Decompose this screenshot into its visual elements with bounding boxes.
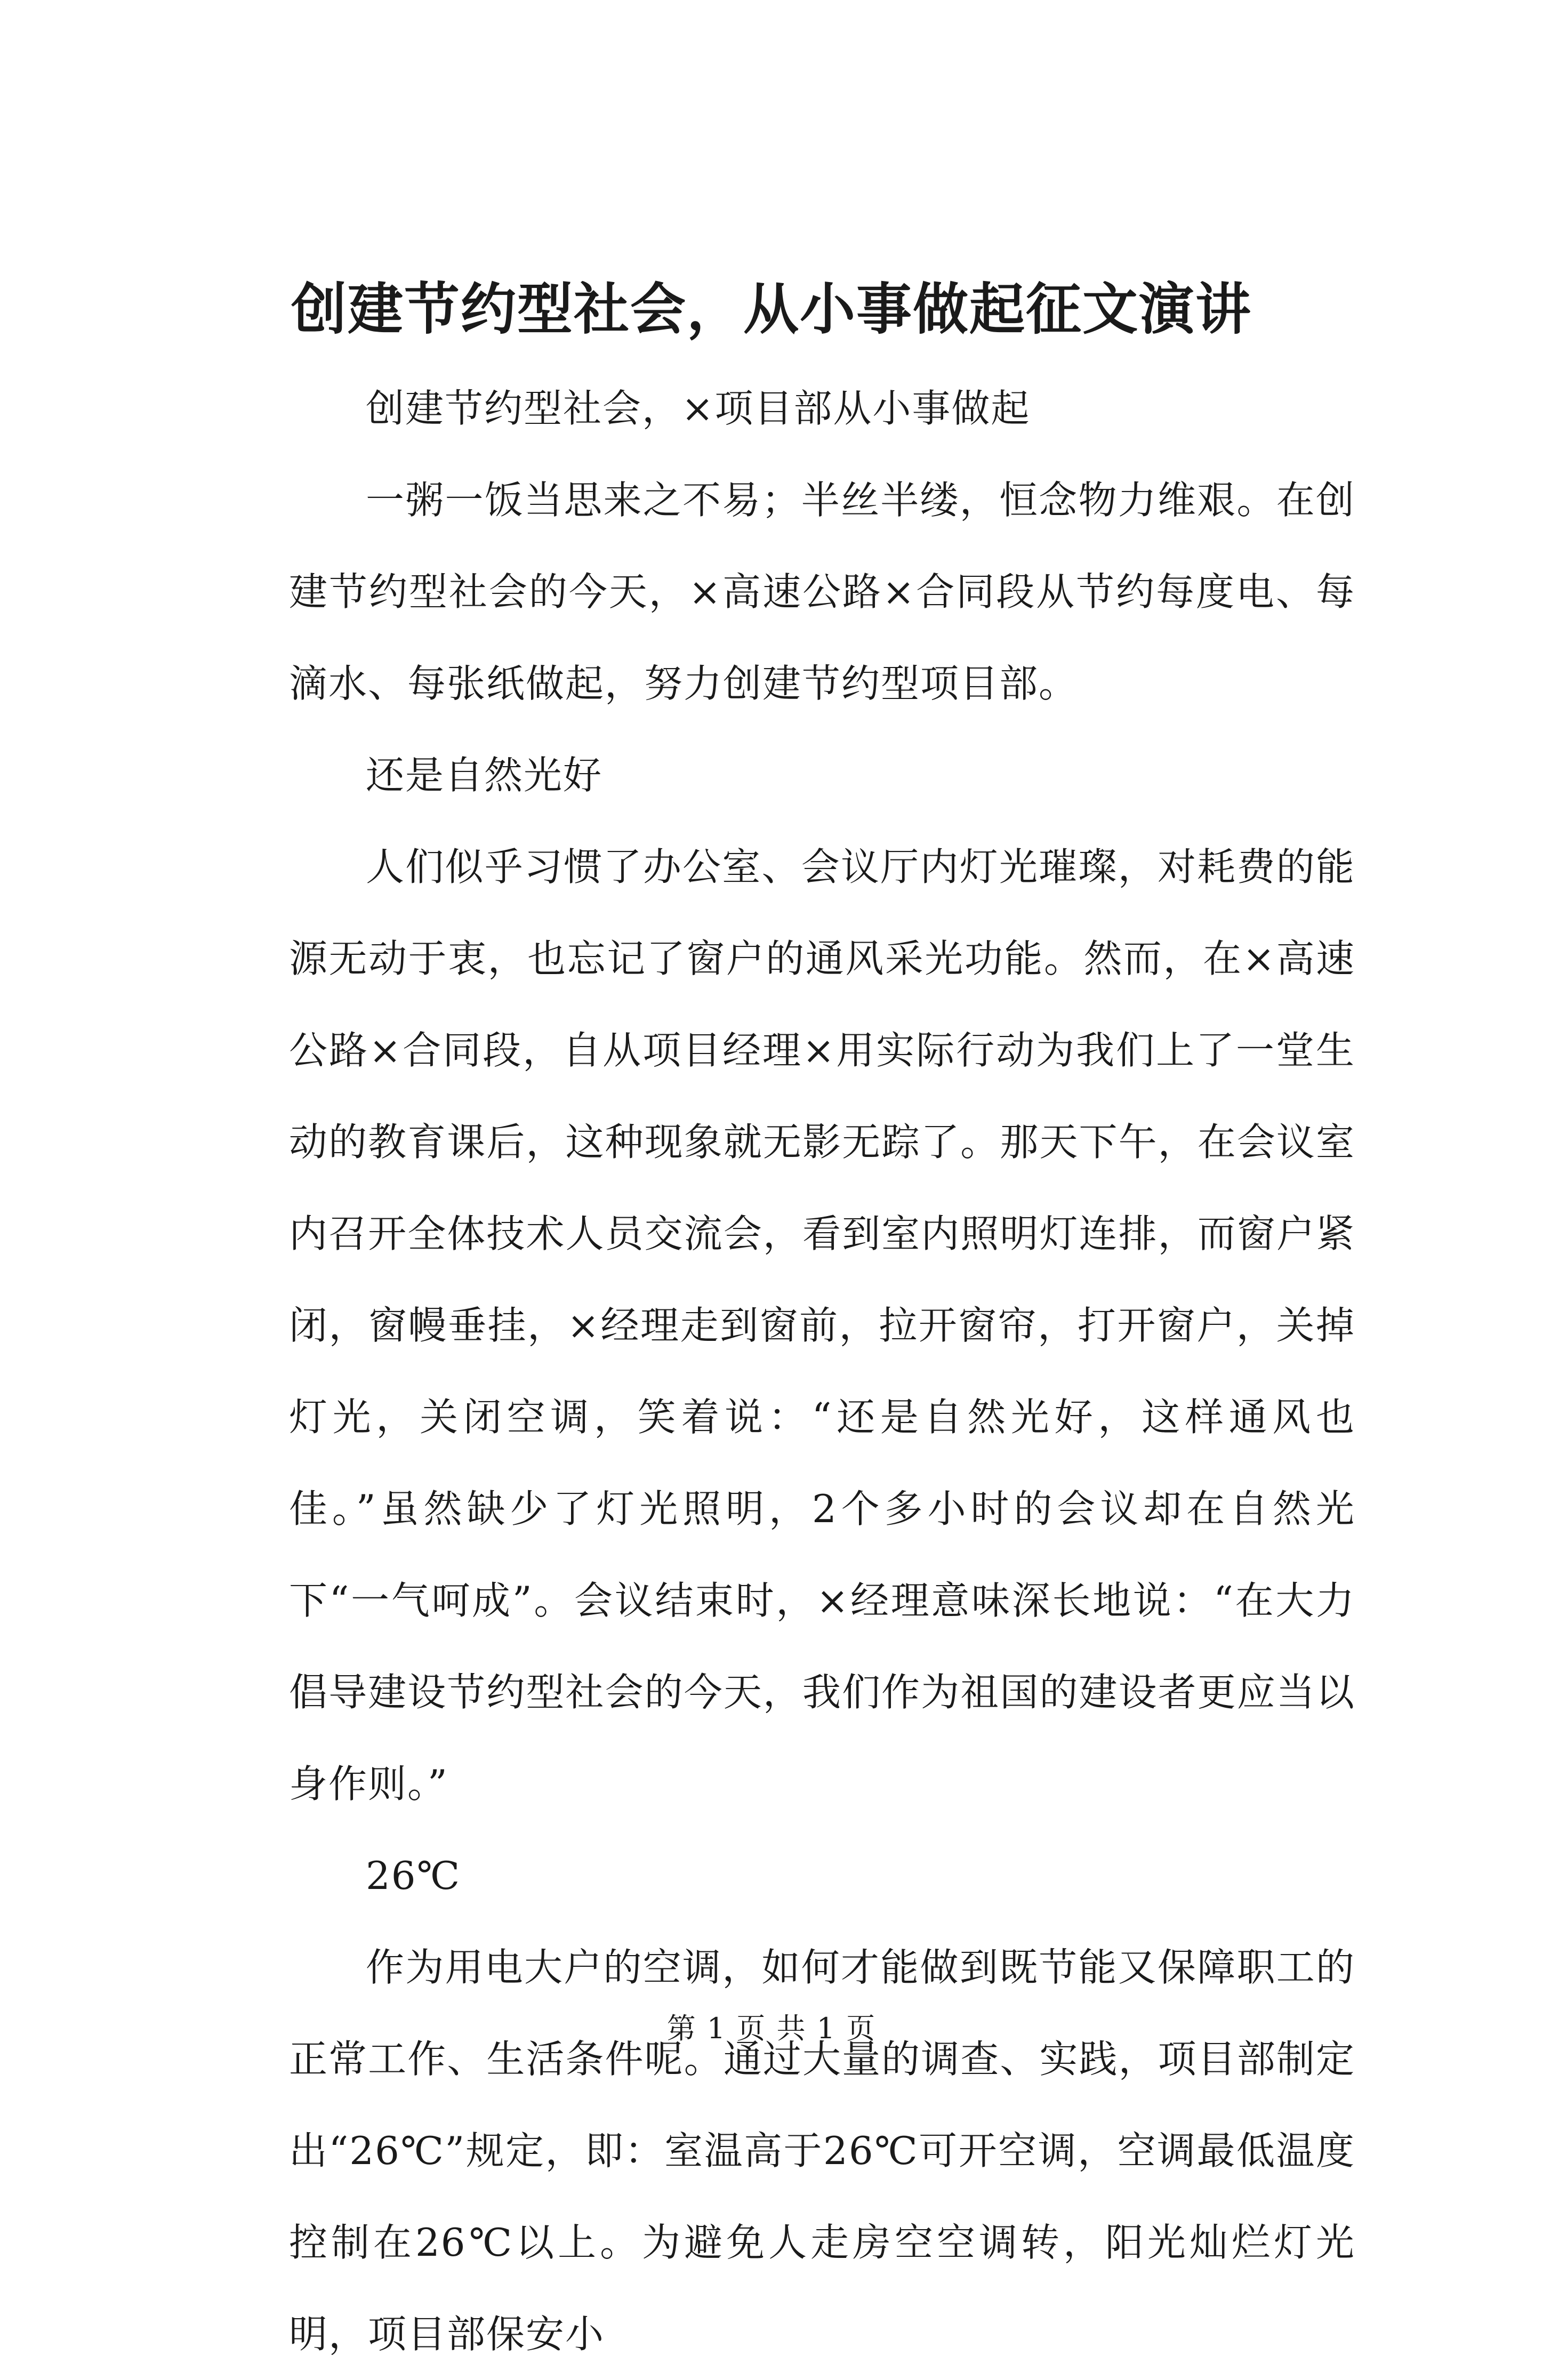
document-body [289, 363, 1355, 2380]
section-heading-26c: 26℃ [366, 1853, 461, 1898]
intro-paragraph: 一粥一饭当思来之不易；半丝半缕，恒念物力维艰。在创建节约型社会的今天，×高速公路×合同段从节约每度电、每滴水、每张纸做起，努力创建节约型项目部。 [289, 478, 1355, 706]
subtitle-line: 创建节约型社会，×项目部从小事做起 [366, 386, 1031, 431]
section-heading-natural-light: 还是自然光好 [366, 753, 603, 798]
document-title: 创建节约型社会，从小事做起征文演讲 [291, 276, 1252, 342]
natural-light-paragraph: 人们似乎习惯了办公室、会议厅内灯光璀璨，对耗费的能源无动于衷，也忘记了窗户的通风采光功能。然而，在×高速公路×合同段，自从项目经理×用实际行动为我们上了一堂生动的教育课后，这种现象就无影无踪了。那天下午，在会议室内召开全体技术人员交流会，看到室内照明灯连排，而窗户紧闭，窗幔垂挂，×经理走到窗前，拉开窗帘，打开窗户，关掉灯光，关闭空调，笑着说：“还是自然光好，这样通风也佳。”虽然缺少了灯光照明，2个多小时的会议却在自然光下“一气呵成”。会议结束时，×经理意味深长地说：“在大力倡导建设节约型社会的今天，我们作为祖国的建设者更应当以身作则。” [289, 845, 1355, 1806]
page-footer: 第 1 页 共 1 页 [666, 2012, 877, 2045]
air-conditioning-paragraph: 作为用电大户的空调，如何才能做到既节能又保障职工的正常工作、生活条件呢。通过大量的调查、实践，项目部制定出“26℃”规定，即：室温高于26℃可开空调，空调最低温度控制在26℃以上。为避免人走房空空调转，阳光灿烂灯光明，项目部保安小 [289, 1945, 1355, 2357]
